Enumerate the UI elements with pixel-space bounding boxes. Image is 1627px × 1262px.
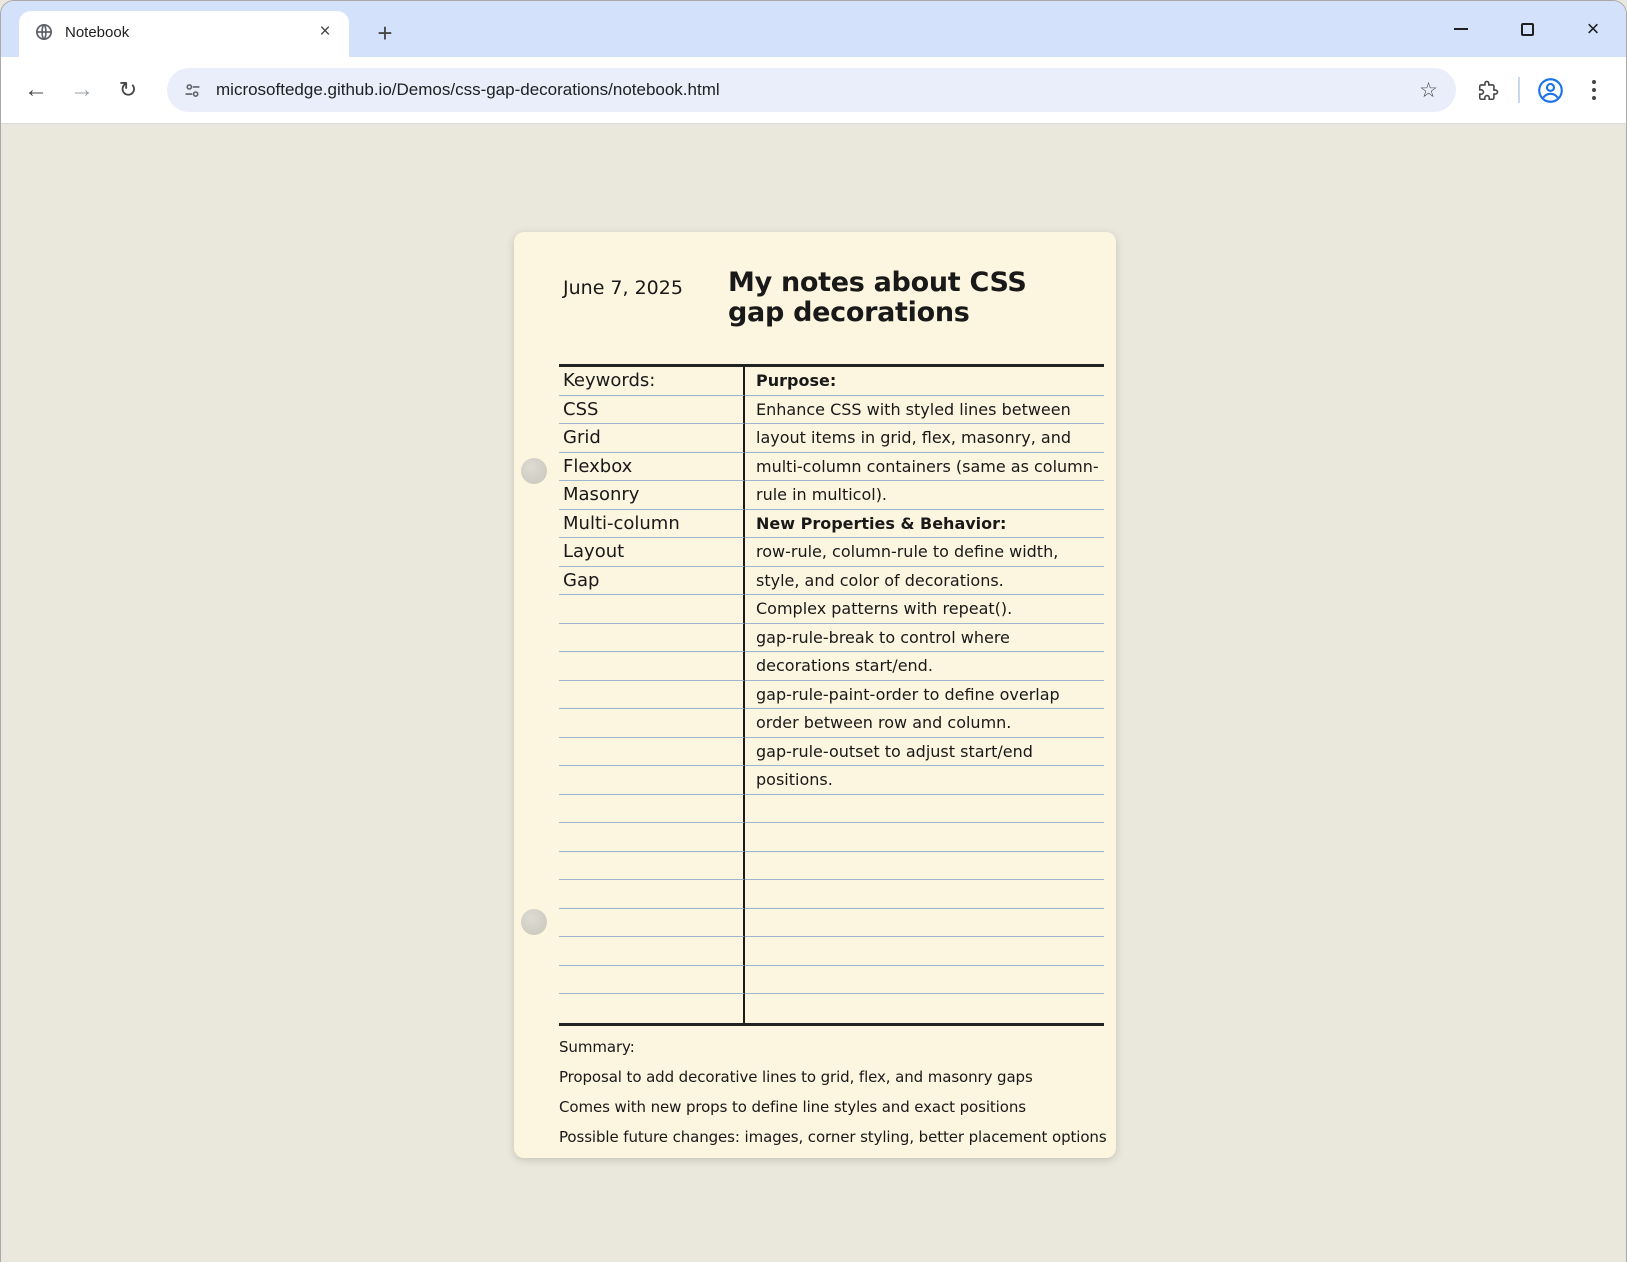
purpose-cell — [745, 994, 1104, 1023]
notebook-card — [514, 232, 1116, 1158]
purpose-cell: decorations start/end. — [745, 652, 1104, 681]
purpose-cell — [745, 880, 1104, 909]
keyword-cell: Multi-column — [559, 510, 745, 539]
purpose-cell: layout items in grid, flex, masonry, and — [745, 424, 1104, 453]
purpose-cell — [745, 795, 1104, 824]
keyword-cell: CSS — [559, 396, 745, 425]
purpose-cell: rule in multicol). — [745, 481, 1104, 510]
keyword-cell — [559, 937, 745, 966]
note-title: My notes about CSS gap decorations — [728, 267, 1027, 329]
back-button[interactable]: ← — [24, 76, 48, 103]
purpose-cell — [745, 966, 1104, 995]
summary-line: Possible future changes: images, corner styling, better placement options — [559, 1128, 1107, 1146]
close-button[interactable] — [1560, 1, 1626, 57]
hole-punch-bottom — [521, 909, 547, 935]
summary-line: Proposal to add decorative lines to grid, flex, and masonry gaps — [559, 1068, 1033, 1086]
forward-button[interactable]: → — [70, 76, 94, 103]
profile-icon — [1537, 77, 1564, 104]
bookmark-star-icon[interactable]: ☆ — [1419, 78, 1438, 102]
keyword-cell — [559, 595, 745, 624]
address-bar[interactable] — [167, 68, 1456, 112]
close-icon: × — [1586, 16, 1600, 41]
purpose-cell: New Properties & Behavior: — [745, 510, 1104, 539]
keyword-cell — [559, 681, 745, 710]
page-content — [1, 124, 1626, 1262]
summary-line: Comes with new props to define line styles and exact positions — [559, 1098, 1026, 1116]
keyword-cell — [559, 795, 745, 824]
purpose-cell: style, and color of decorations. — [745, 567, 1104, 596]
window-controls — [1428, 1, 1626, 57]
keyword-cell — [559, 738, 745, 767]
keyword-cell — [559, 880, 745, 909]
summary-section — [559, 1032, 1107, 1152]
keyword-cell — [559, 624, 745, 653]
new-tab-button[interactable]: + — [377, 17, 393, 48]
extensions-button[interactable] — [1466, 68, 1510, 112]
keyword-cell — [559, 652, 745, 681]
tab-close-icon[interactable]: × — [319, 21, 331, 42]
globe-favicon-icon — [35, 23, 53, 41]
keyword-cell — [559, 709, 745, 738]
purpose-cell: gap-rule-paint-order to define overlap — [745, 681, 1104, 710]
purpose-cell — [745, 852, 1104, 881]
purpose-cell — [745, 823, 1104, 852]
keyword-cell — [559, 766, 745, 795]
note-header — [514, 232, 1116, 328]
browser-toolbar — [1, 57, 1626, 124]
purpose-cell: Enhance CSS with styled lines between — [745, 396, 1104, 425]
keyword-cell: Flexbox — [559, 453, 745, 482]
keyword-cell: Masonry — [559, 481, 745, 510]
purpose-cell: order between row and column. — [745, 709, 1104, 738]
tab-title: Notebook — [65, 23, 130, 41]
purpose-cell: positions. — [745, 766, 1104, 795]
maximize-icon — [1521, 23, 1534, 36]
keyword-cell — [559, 823, 745, 852]
reload-icon: ↻ — [118, 77, 138, 102]
menu-button[interactable] — [1572, 68, 1616, 112]
reload-button[interactable] — [105, 67, 151, 113]
notes-table — [559, 364, 1104, 1026]
tab-strip — [1, 1, 1626, 57]
purpose-cell: row-rule, column-rule to define width, — [745, 538, 1104, 567]
purpose-cell: gap-rule-outset to adjust start/end — [745, 738, 1104, 767]
purpose-cell: multi-column containers (same as column- — [745, 453, 1104, 482]
toolbar-right — [1466, 68, 1616, 112]
maximize-button[interactable] — [1494, 1, 1560, 57]
keyword-cell: Layout — [559, 538, 745, 567]
keyword-cell: Keywords: — [559, 367, 745, 396]
keyword-cell — [559, 966, 745, 995]
purpose-cell: Complex patterns with repeat(). — [745, 595, 1104, 624]
purpose-cell: Purpose: — [745, 367, 1104, 396]
keyword-cell — [559, 852, 745, 881]
minimize-button[interactable] — [1428, 1, 1494, 57]
toolbar-divider — [1518, 77, 1520, 103]
keyword-cell — [559, 909, 745, 938]
hole-punch-top — [521, 458, 547, 484]
purpose-cell — [745, 909, 1104, 938]
browser-tab-notebook[interactable] — [19, 11, 349, 57]
minimize-icon — [1454, 28, 1468, 30]
note-date: June 7, 2025 — [563, 277, 683, 299]
keyword-cell: Grid — [559, 424, 745, 453]
profile-button[interactable] — [1528, 68, 1572, 112]
keyword-cell: Gap — [559, 567, 745, 596]
summary-header: Summary: — [559, 1038, 635, 1056]
keyword-cell — [559, 994, 745, 1023]
url-text[interactable]: microsoftedge.github.io/Demos/css-gap-decorations/notebook.html — [216, 80, 720, 99]
puzzle-icon — [1478, 80, 1499, 101]
purpose-cell: gap-rule-break to control where — [745, 624, 1104, 653]
site-info-icon[interactable] — [183, 81, 202, 100]
purpose-cell — [745, 937, 1104, 966]
three-dots-icon — [1592, 80, 1596, 100]
